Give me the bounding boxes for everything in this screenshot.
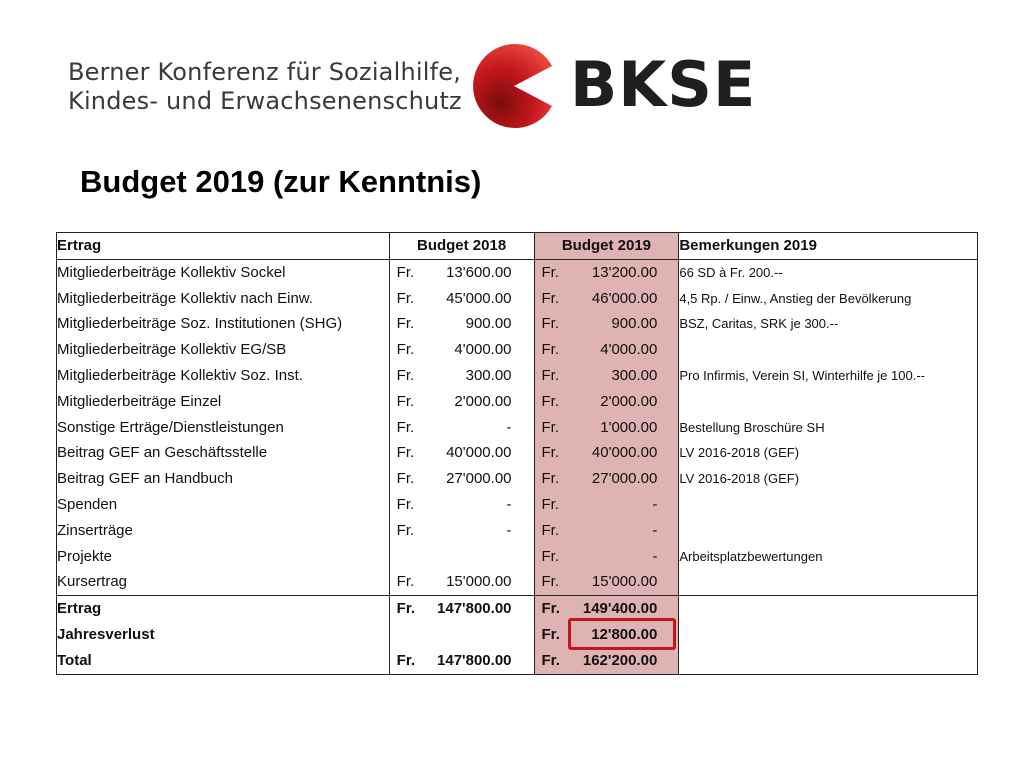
amount-value: 40'000.00 xyxy=(446,444,512,462)
amount-value: - xyxy=(506,495,512,513)
header-budget-2018: Budget 2018 xyxy=(389,233,534,260)
amount-value: 149'400.00 xyxy=(582,600,658,618)
budget-2018-cell xyxy=(389,440,534,466)
budget-2019-cell xyxy=(534,492,679,518)
budget-2018-cell xyxy=(389,466,534,492)
budget-2019-amount xyxy=(535,648,679,674)
table-row xyxy=(57,311,978,337)
currency-label: Fr. xyxy=(396,263,415,281)
row-label: Beitrag GEF an Geschäftsstelle xyxy=(57,440,390,466)
amount-value: 900.00 xyxy=(611,315,658,333)
amount-value: 300.00 xyxy=(611,366,658,384)
org-name-line1: Berner Konferenz für Sozialhilfe, xyxy=(68,58,462,86)
budget-2019-cell xyxy=(534,286,679,312)
amount-value: - xyxy=(506,418,512,436)
budget-2018-cell xyxy=(389,311,534,337)
table-row xyxy=(57,466,978,492)
budget-2018-amount xyxy=(390,596,534,622)
remark-cell: 66 SD à Fr. 200.-- xyxy=(679,264,783,280)
budget-2018-amount xyxy=(390,492,534,518)
currency-label: Fr. xyxy=(396,418,415,436)
currency-label: Fr. xyxy=(541,547,560,565)
amount-value: - xyxy=(652,547,658,565)
currency-label: Fr. xyxy=(541,366,560,384)
budget-2018-cell xyxy=(389,622,534,648)
budget-2018-amount xyxy=(390,648,534,674)
budget-2018-cell xyxy=(389,596,534,622)
budget-2018-amount xyxy=(390,466,534,492)
budget-2018-amount xyxy=(390,260,534,286)
remark-cell: BSZ, Caritas, SRK je 300.-- xyxy=(679,316,839,332)
bkse-logo-icon xyxy=(472,44,556,128)
amount-value: 147'800.00 xyxy=(437,600,512,618)
summary-row xyxy=(57,596,978,622)
budget-2018-amount xyxy=(390,440,534,466)
row-label: Sonstige Erträge/Dienstleistungen xyxy=(57,415,390,441)
amount-value: 13'600.00 xyxy=(446,263,512,281)
table-row xyxy=(57,492,978,518)
row-label: Mitgliederbeiträge Kollektiv Soz. Inst. xyxy=(57,363,390,389)
amount-value: 2'000.00 xyxy=(454,392,512,410)
logo-text: BKSE xyxy=(570,48,757,121)
table-row xyxy=(57,286,978,312)
remark-cell xyxy=(679,596,978,622)
currency-label: Fr. xyxy=(541,625,560,643)
budget-2018-cell xyxy=(389,337,534,363)
budget-2018-cell xyxy=(389,259,534,285)
budget-2018-cell xyxy=(389,569,534,595)
currency-label: Fr. xyxy=(541,263,560,281)
budget-2019-cell xyxy=(534,569,679,595)
table-header-row xyxy=(57,233,978,260)
currency-label: Fr. xyxy=(541,495,560,513)
budget-2019-cell xyxy=(534,337,679,363)
currency-label: Fr. xyxy=(541,392,560,410)
table-row xyxy=(57,415,978,441)
budget-2019-amount xyxy=(535,492,679,518)
budget-2018-amount xyxy=(390,286,534,312)
currency-label: Fr. xyxy=(541,600,560,618)
currency-label: Fr. xyxy=(396,444,415,462)
amount-value: 46'000.00 xyxy=(591,289,658,307)
budget-2018-cell xyxy=(389,389,534,415)
budget-2019-amount xyxy=(535,311,679,337)
budget-2019-cell xyxy=(534,389,679,415)
row-label: Mitgliederbeiträge Kollektiv Sockel xyxy=(57,259,390,285)
budget-2018-cell xyxy=(389,492,534,518)
table-row xyxy=(57,544,978,570)
amount-value: - xyxy=(506,521,512,539)
remark-cell: Pro Infirmis, Verein SI, Winterhilfe je 100.-- xyxy=(679,367,925,383)
remark-cell: 4,5 Rp. / Einw., Anstieg der Bevölkerung xyxy=(679,290,912,306)
summary-row xyxy=(57,648,978,674)
row-label: Ertrag xyxy=(57,596,390,622)
currency-label: Fr. xyxy=(396,289,415,307)
budget-2018-cell xyxy=(389,518,534,544)
currency-label: Fr. xyxy=(396,600,416,618)
budget-2018-amount xyxy=(390,363,534,389)
row-label: Spenden xyxy=(57,492,390,518)
budget-2019-amount xyxy=(535,363,679,389)
budget-2019-amount xyxy=(535,415,679,441)
budget-2019-amount xyxy=(535,286,679,312)
row-label: Total xyxy=(57,648,390,674)
budget-2019-cell xyxy=(534,415,679,441)
remark-cell xyxy=(679,518,978,544)
currency-label: Fr. xyxy=(541,470,560,488)
amount-value: 300.00 xyxy=(465,366,512,384)
budget-2019-cell xyxy=(534,544,679,570)
remark-cell xyxy=(679,648,978,674)
currency-label: Fr. xyxy=(396,521,415,539)
remark-cell: LV 2016-2018 (GEF) xyxy=(679,445,800,461)
table-row xyxy=(57,440,978,466)
jahresverlust-highlight-box xyxy=(568,618,676,650)
summary-row xyxy=(57,622,978,648)
header-budget-2019: Budget 2019 xyxy=(534,233,679,260)
amount-value: 1'000.00 xyxy=(600,418,658,436)
row-label: Kursertrag xyxy=(57,569,390,595)
budget-table xyxy=(56,232,978,675)
budget-2019-cell xyxy=(534,311,679,337)
amount-value: 45'000.00 xyxy=(446,289,512,307)
organization-name xyxy=(68,58,462,116)
currency-label: Fr. xyxy=(396,341,415,359)
amount-value: 15'000.00 xyxy=(591,573,658,591)
row-label: Mitgliederbeiträge Kollektiv nach Einw. xyxy=(57,286,390,312)
amount-value: 27'000.00 xyxy=(446,470,512,488)
remark-cell: Bestellung Broschüre SH xyxy=(679,419,825,435)
header-bemerkungen: Bemerkungen 2019 xyxy=(679,237,817,254)
amount-value: 4'000.00 xyxy=(454,341,512,359)
currency-label: Fr. xyxy=(541,289,560,307)
budget-2019-amount xyxy=(535,569,679,595)
currency-label: Fr. xyxy=(396,392,415,410)
currency-label: Fr. xyxy=(396,470,415,488)
currency-label: Fr. xyxy=(541,573,560,591)
header-ertrag: Ertrag xyxy=(57,233,390,260)
currency-label: Fr. xyxy=(541,651,560,669)
remark-cell: LV 2016-2018 (GEF) xyxy=(679,471,800,487)
budget-2018-cell xyxy=(389,286,534,312)
row-label: Projekte xyxy=(57,544,390,570)
row-label: Zinserträge xyxy=(57,518,390,544)
remark-cell xyxy=(679,389,978,415)
budget-2018-cell xyxy=(389,415,534,441)
currency-label: Fr. xyxy=(541,315,560,333)
budget-2019-cell xyxy=(534,466,679,492)
budget-2018-cell xyxy=(389,363,534,389)
budget-2019-amount xyxy=(535,544,679,570)
currency-label: Fr. xyxy=(396,366,415,384)
table-row xyxy=(57,337,978,363)
budget-2018-amount xyxy=(390,311,534,337)
table-row xyxy=(57,259,978,285)
remark-cell xyxy=(679,569,978,595)
amount-value: 27'000.00 xyxy=(591,470,658,488)
currency-label: Fr. xyxy=(541,418,560,436)
budget-2018-amount xyxy=(390,518,534,544)
remark-cell: Arbeitsplatzbewertungen xyxy=(679,548,823,564)
currency-label: Fr. xyxy=(541,444,560,462)
amount-value: - xyxy=(652,521,658,539)
table-row xyxy=(57,569,978,595)
budget-2018-cell xyxy=(389,648,534,674)
currency-label: Fr. xyxy=(396,315,415,333)
currency-label: Fr. xyxy=(396,651,416,669)
budget-2018-amount xyxy=(390,569,534,595)
remark-cell xyxy=(679,622,978,648)
budget-2019-amount xyxy=(535,260,679,286)
page-title: Budget 2019 (zur Kenntnis) xyxy=(80,164,482,199)
row-label: Jahresverlust xyxy=(57,622,390,648)
amount-value: 13'200.00 xyxy=(591,263,658,281)
budget-2018-cell xyxy=(389,544,534,570)
amount-value: 900.00 xyxy=(465,315,512,333)
amount-value: 4'000.00 xyxy=(600,341,658,359)
currency-label: Fr. xyxy=(541,341,560,359)
row-label: Mitgliederbeiträge Kollektiv EG/SB xyxy=(57,337,390,363)
currency-label: Fr. xyxy=(541,521,560,539)
remark-cell xyxy=(679,492,978,518)
budget-2019-cell xyxy=(534,648,679,674)
amount-value: - xyxy=(652,495,658,513)
budget-2019-amount xyxy=(535,337,679,363)
budget-2019-amount xyxy=(535,440,679,466)
row-label: Mitgliederbeiträge Einzel xyxy=(57,389,390,415)
budget-2019-cell xyxy=(534,363,679,389)
table-row xyxy=(57,389,978,415)
amount-value: 2'000.00 xyxy=(600,392,658,410)
amount-value: 162'200.00 xyxy=(582,651,658,669)
budget-2018-amount xyxy=(390,415,534,441)
budget-2018-amount xyxy=(390,389,534,415)
budget-2019-amount xyxy=(535,389,679,415)
budget-2019-amount xyxy=(535,466,679,492)
budget-2019-amount xyxy=(535,518,679,544)
budget-2019-cell xyxy=(534,518,679,544)
amount-value: 15'000.00 xyxy=(446,573,512,591)
row-label: Beitrag GEF an Handbuch xyxy=(57,466,390,492)
currency-label: Fr. xyxy=(396,495,415,513)
remark-cell xyxy=(679,337,978,363)
budget-2019-cell xyxy=(534,440,679,466)
org-name-line2: Kindes- und Erwachsenenschutz xyxy=(68,87,462,115)
budget-2018-amount xyxy=(390,337,534,363)
row-label: Mitgliederbeiträge Soz. Institutionen (SHG) xyxy=(57,311,390,337)
amount-value: 147'800.00 xyxy=(437,651,512,669)
amount-value: 12'800.00 xyxy=(591,625,658,643)
table-row xyxy=(57,518,978,544)
amount-value: 40'000.00 xyxy=(591,444,658,462)
budget-2019-cell xyxy=(534,259,679,285)
table-row xyxy=(57,363,978,389)
currency-label: Fr. xyxy=(396,573,415,591)
